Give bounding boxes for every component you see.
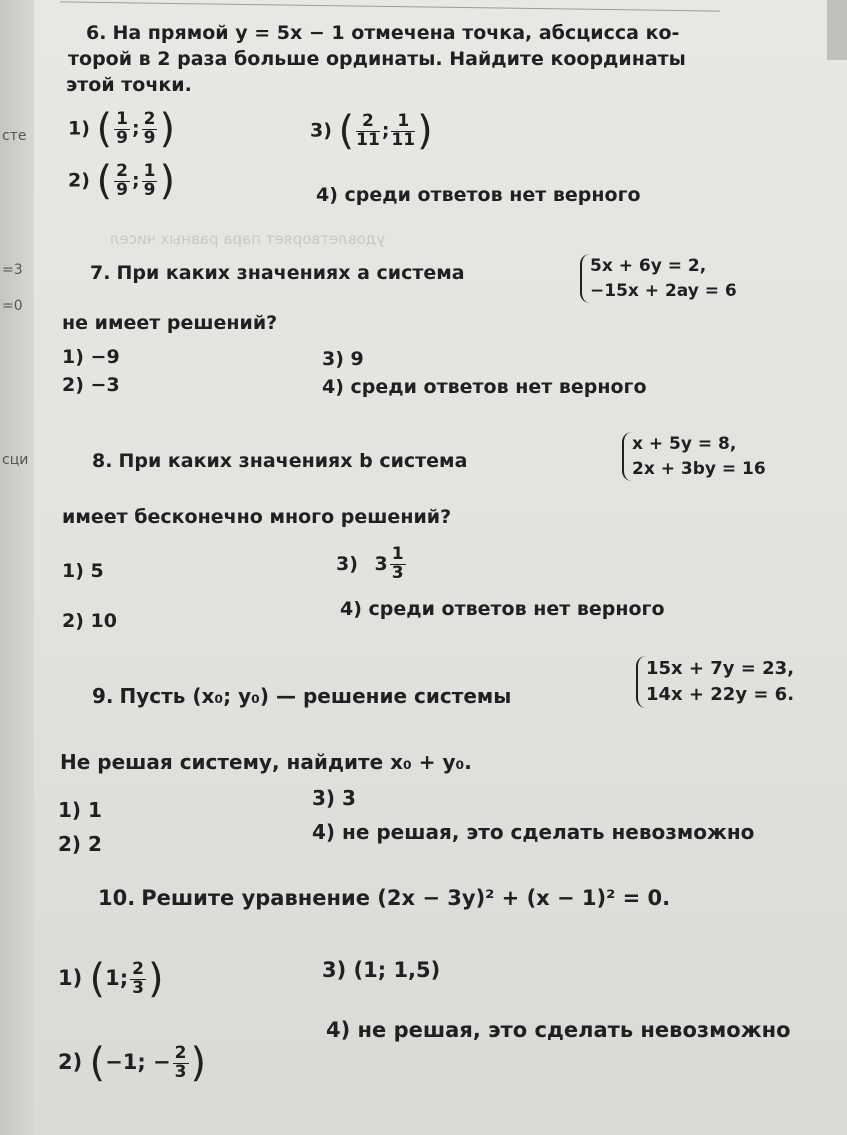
q6-option-4[interactable]: 4) среди ответов нет верного	[316, 184, 641, 206]
margin-fragment: =0	[2, 298, 23, 314]
q6-option-1[interactable]: 1) ( $\frac{1}{9}$ ; $\frac{2}{9}$ )	[68, 106, 176, 152]
q7-stem: 7. При каких значениях a система	[90, 262, 465, 284]
q8-eq1: x + 5y = 8,	[632, 434, 737, 454]
q9-system	[636, 656, 794, 708]
top-rule	[60, 1, 720, 11]
q7-eq2: −15x + 2ay = 6	[590, 280, 737, 301]
q8-option-4[interactable]: 4) среди ответов нет верного	[340, 598, 665, 620]
q6-number: 6.	[86, 22, 107, 44]
q9-eq2: 14x + 22y = 6.	[646, 684, 795, 706]
q9-continuation: Не решая систему, найдите x₀ + y₀.	[60, 750, 472, 774]
q8-number: 8.	[92, 450, 113, 472]
q8-stem: 8. При каких значениях b система	[92, 450, 468, 472]
q9-option-4[interactable]: 4) не решая, это сделать невозможно	[312, 820, 755, 844]
book-spine	[0, 0, 34, 1135]
margin-fragment: =3	[2, 262, 23, 278]
q8-option-2[interactable]: 2) 10	[62, 610, 117, 632]
margin-fragment: сци	[2, 452, 29, 468]
q10-stem: 10. Решите уравнение (2x − 3y)² + (x − 1)² = 0.	[98, 886, 671, 910]
q6-option-3[interactable]: 3) ( $\frac{2}{11}$ ; $\frac{1}{11}$ )	[310, 108, 433, 154]
q8-eq2: 2x + 3by = 16	[632, 458, 766, 479]
q7-option-4[interactable]: 4) среди ответов нет верного	[322, 376, 647, 398]
q7-option-1[interactable]: 1) −9	[62, 346, 120, 368]
q8-continuation: имеет бесконечно много решений?	[62, 506, 452, 528]
q10-option-2[interactable]: 2) (−1; − $\frac{2}{3}$ )	[58, 1040, 207, 1086]
q9-option-3[interactable]: 3) 3	[312, 786, 356, 810]
q9-number: 9.	[92, 684, 114, 708]
q7-eq1: 5x + 6y = 2,	[590, 256, 707, 276]
q9-eq1: 15x + 7y = 23,	[646, 658, 795, 679]
q9-stem: 9. Пусть (x₀; y₀) — решение системы	[92, 684, 512, 708]
q9-option-2[interactable]: 2) 2	[58, 832, 102, 856]
q10-option-1[interactable]: 1) (1; $\frac{2}{3}$ )	[58, 956, 164, 1002]
page-edge	[827, 0, 847, 60]
bleed-through-text: удовлетворяет пара равных чисел	[110, 230, 386, 248]
q7-system	[580, 254, 737, 303]
q6-line2: торой в 2 раза больше ординаты. Найдите координаты	[68, 48, 686, 70]
q10-number: 10.	[98, 886, 136, 910]
q7-continuation: не имеет решений?	[62, 312, 278, 334]
q9-option-1[interactable]: 1) 1	[58, 798, 102, 822]
q10-option-4[interactable]: 4) не решая, это сделать невозможно	[326, 1018, 791, 1042]
q10-option-3[interactable]: 3) (1; 1,5)	[322, 958, 441, 982]
margin-fragment: сте	[2, 128, 27, 144]
q7-option-2[interactable]: 2) −3	[62, 374, 120, 396]
q8-option-3[interactable]: 3) 3 $\frac{1}{3}$	[336, 544, 404, 583]
q6-option-2[interactable]: 2) ( $\frac{2}{9}$ ; $\frac{1}{9}$ )	[68, 158, 176, 204]
q8-option-1[interactable]: 1) 5	[62, 560, 104, 582]
q7-option-3[interactable]: 3) 9	[322, 348, 364, 370]
q6-line1: 6. На прямой y = 5x − 1 отмечена точка, абсцисса ко-	[86, 22, 680, 44]
q8-system	[622, 432, 766, 481]
q7-number: 7.	[90, 262, 111, 284]
q6-line3: этой точки.	[66, 74, 192, 96]
